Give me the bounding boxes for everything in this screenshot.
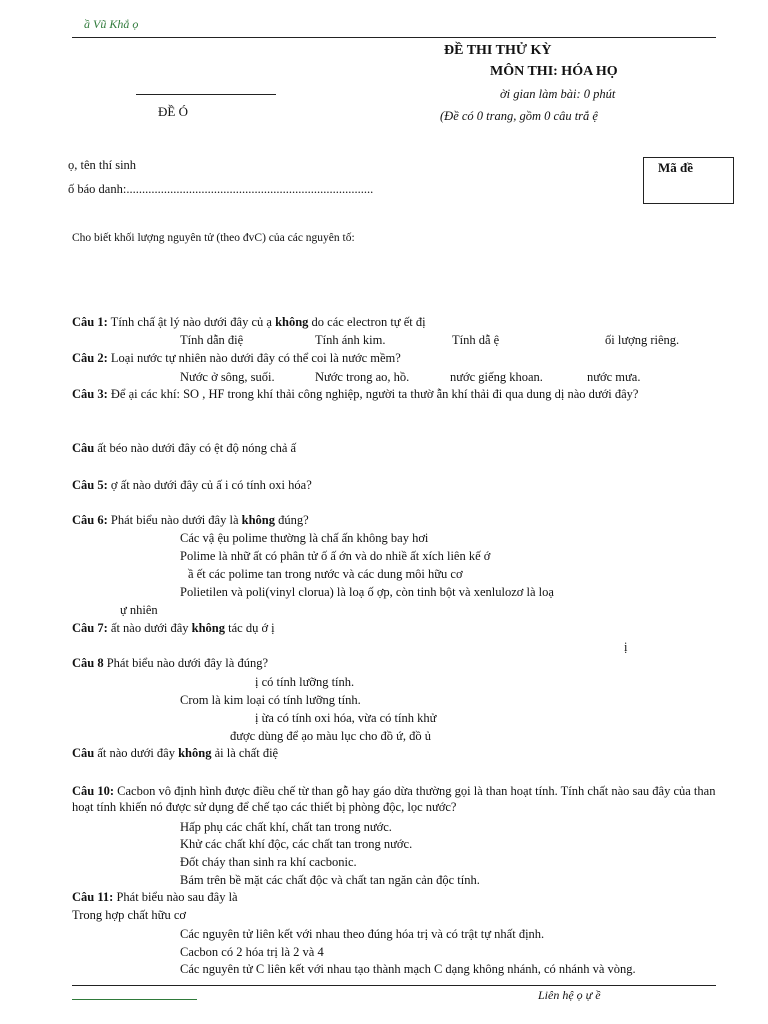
question-text: ất nào dưới đây [107,621,192,635]
question-text: Tính chấ ật lý nào dưới đây củ ạ [107,315,276,329]
question-7-fragment: ị [624,640,628,654]
question-text: Phát biểu nào dưới đây là [107,513,242,527]
question-text: Cacbon vô định hình được điều chế từ than gỗ hay gáo dừa thường gọi là than hoạt tính. Tính chất nào sau đây của than hoạt tính khiến nó được sử dụng để chế tạo các thiết bị phòng độc, lọc nước? [72,784,716,814]
footer-contact: Liên hệ ọ ự ề [538,988,601,1002]
subject-title: MÔN THI: HÓA HỌ [490,64,618,79]
question-10 [72,783,720,815]
question-label: Câu [72,441,95,455]
answer-option[interactable]: Cacbon có 2 hóa trị là 2 và 4 [180,945,324,959]
answer-option[interactable]: Crom là kim loại có tính lưỡng tính. [180,693,361,707]
question-label: Câu 10: [72,784,115,798]
question-label: Câu 5: [72,478,108,492]
question-text: Để ại các khí: SO , HF trong khí thải công nghiệp, người ta thườ ẫn khí thải đi qua dung dị nào dưới đây? [107,387,639,401]
question-5 [72,478,312,493]
answer-option[interactable]: nước giếng khoan. [450,370,543,384]
answer-option[interactable]: Polime là nhữ ất có phân tử ố ấ ớn và do nhiề ất xích liên kế ớ [180,549,491,563]
question-4 [72,441,296,456]
question-1 [72,315,426,330]
question-7 [72,621,275,636]
answer-option[interactable]: nước mưa. [587,370,641,384]
answer-option[interactable]: Tính dẫ ệ [452,333,500,347]
answer-option[interactable]: Các vậ ệu polime thường là chấ ấn không bay hơi [180,531,429,545]
answer-option[interactable]: Khử các chất khí độc, các chất tan trong nước. [180,837,413,851]
answer-option[interactable]: Các nguyên tử C liên kết với nhau tạo thành mạch C dạng không nhánh, có nhánh và vòng. [180,962,636,976]
question-text: do các electron tự ết đị [308,315,426,329]
exam-code-box [643,157,734,204]
question-text: Phát biểu nào dưới đây là đúng? [103,656,269,670]
de-underline [136,94,276,95]
candidate-name-label: ọ, tên thí sinh [68,158,137,172]
question-label: Câu 6: [72,513,108,527]
question-label: Câu [72,746,95,760]
answer-option[interactable]: Tính dẫn điệ [180,333,244,347]
answer-option[interactable]: Nước trong ao, hồ. [315,370,410,384]
footer-green-rule [72,999,197,1000]
answer-option[interactable]: Tính ánh kim. [315,333,386,347]
answer-option[interactable]: ị có tính lưỡng tính. [255,675,355,689]
answer-option[interactable]: ầ ết các polime tan trong nước và các dung môi hữu cơ [188,567,463,581]
question-8 [72,656,268,671]
question-9 [72,746,278,761]
answer-option[interactable]: ị ừa có tính oxi hóa, vừa có tính khử [255,711,437,725]
answer-option[interactable]: được dùng để ạo màu lục cho đồ ứ, đồ ủ [230,729,432,743]
answer-option[interactable]: Các nguyên tử liên kết với nhau theo đúng hóa trị và có trật tự nhất định. [180,927,545,941]
answer-option[interactable]: Polietilen và poli(vinyl clorua) là loạ ố ợp, còn tinh bột và xenlulozơ là loạ [180,585,554,599]
question-label: Câu 7: [72,621,108,635]
question-label: Câu 8 [72,656,104,670]
emphasis-not: không [178,746,212,760]
author-name: ầ Vũ Khắ ọ [84,17,139,31]
question-11 [72,890,238,905]
page-count-note: (Đề có 0 trang, gồm 0 câu trắ ệ [440,109,598,123]
question-text: Loại nước tự nhiên nào dưới đây có thể coi là nước mềm? [107,351,401,365]
exam-code-label: Mã đề [658,160,694,175]
question-label: Câu 1: [72,315,108,329]
question-text: ợ ất nào dưới đây củ ấ i có tính oxi hóa? [107,478,312,492]
atomic-mass-intro: Cho biết khối lượng nguyên tử (theo đvC) của các nguyên tố: [72,232,355,244]
emphasis-not: không [275,315,309,329]
emphasis-not: không [191,621,225,635]
exam-title: ĐỀ THI THỬ KỲ [444,43,552,58]
header-rule [72,37,716,38]
footer-rule [72,985,716,986]
question-text: ải là chất điệ [211,746,279,760]
time-limit: ời gian làm bài: 0 phút [500,87,616,101]
question-3 [72,386,720,402]
question-2 [72,351,401,366]
question-text: ất béo nào dưới đây có ệt độ nóng chả ấ [94,441,297,455]
question-label: Câu 11: [72,890,114,904]
question-11-line2: Trong hợp chất hữu cơ [72,908,186,922]
answer-option[interactable]: ối lượng riêng. [605,333,680,347]
question-text: ất nào dưới đây [94,746,179,760]
emphasis-not: không [241,513,275,527]
question-text: Phát biểu nào sau đây là [113,890,238,904]
answer-option[interactable]: Hấp phụ các chất khí, chất tan trong nước. [180,820,392,834]
question-label: Câu 3: [72,387,108,401]
question-text: đúng? [275,513,309,527]
answer-option[interactable]: Đốt cháy than sinh ra khí cacbonic. [180,855,357,869]
de-chinh-thuc-label: ĐỀ Ó [158,104,188,119]
answer-option[interactable]: Bám trên bề mặt các chất độc và chất tan ngăn cản độc tính. [180,873,480,887]
answer-option-continuation: ự nhiên [120,603,158,617]
answer-option[interactable]: Nước ở sông, suối. [180,370,275,384]
question-label: Câu 2: [72,351,108,365]
candidate-number-label: ố báo danh:............................................................................... [68,182,374,196]
question-6 [72,513,309,528]
question-text: tác dụ ớ ị [225,621,275,635]
